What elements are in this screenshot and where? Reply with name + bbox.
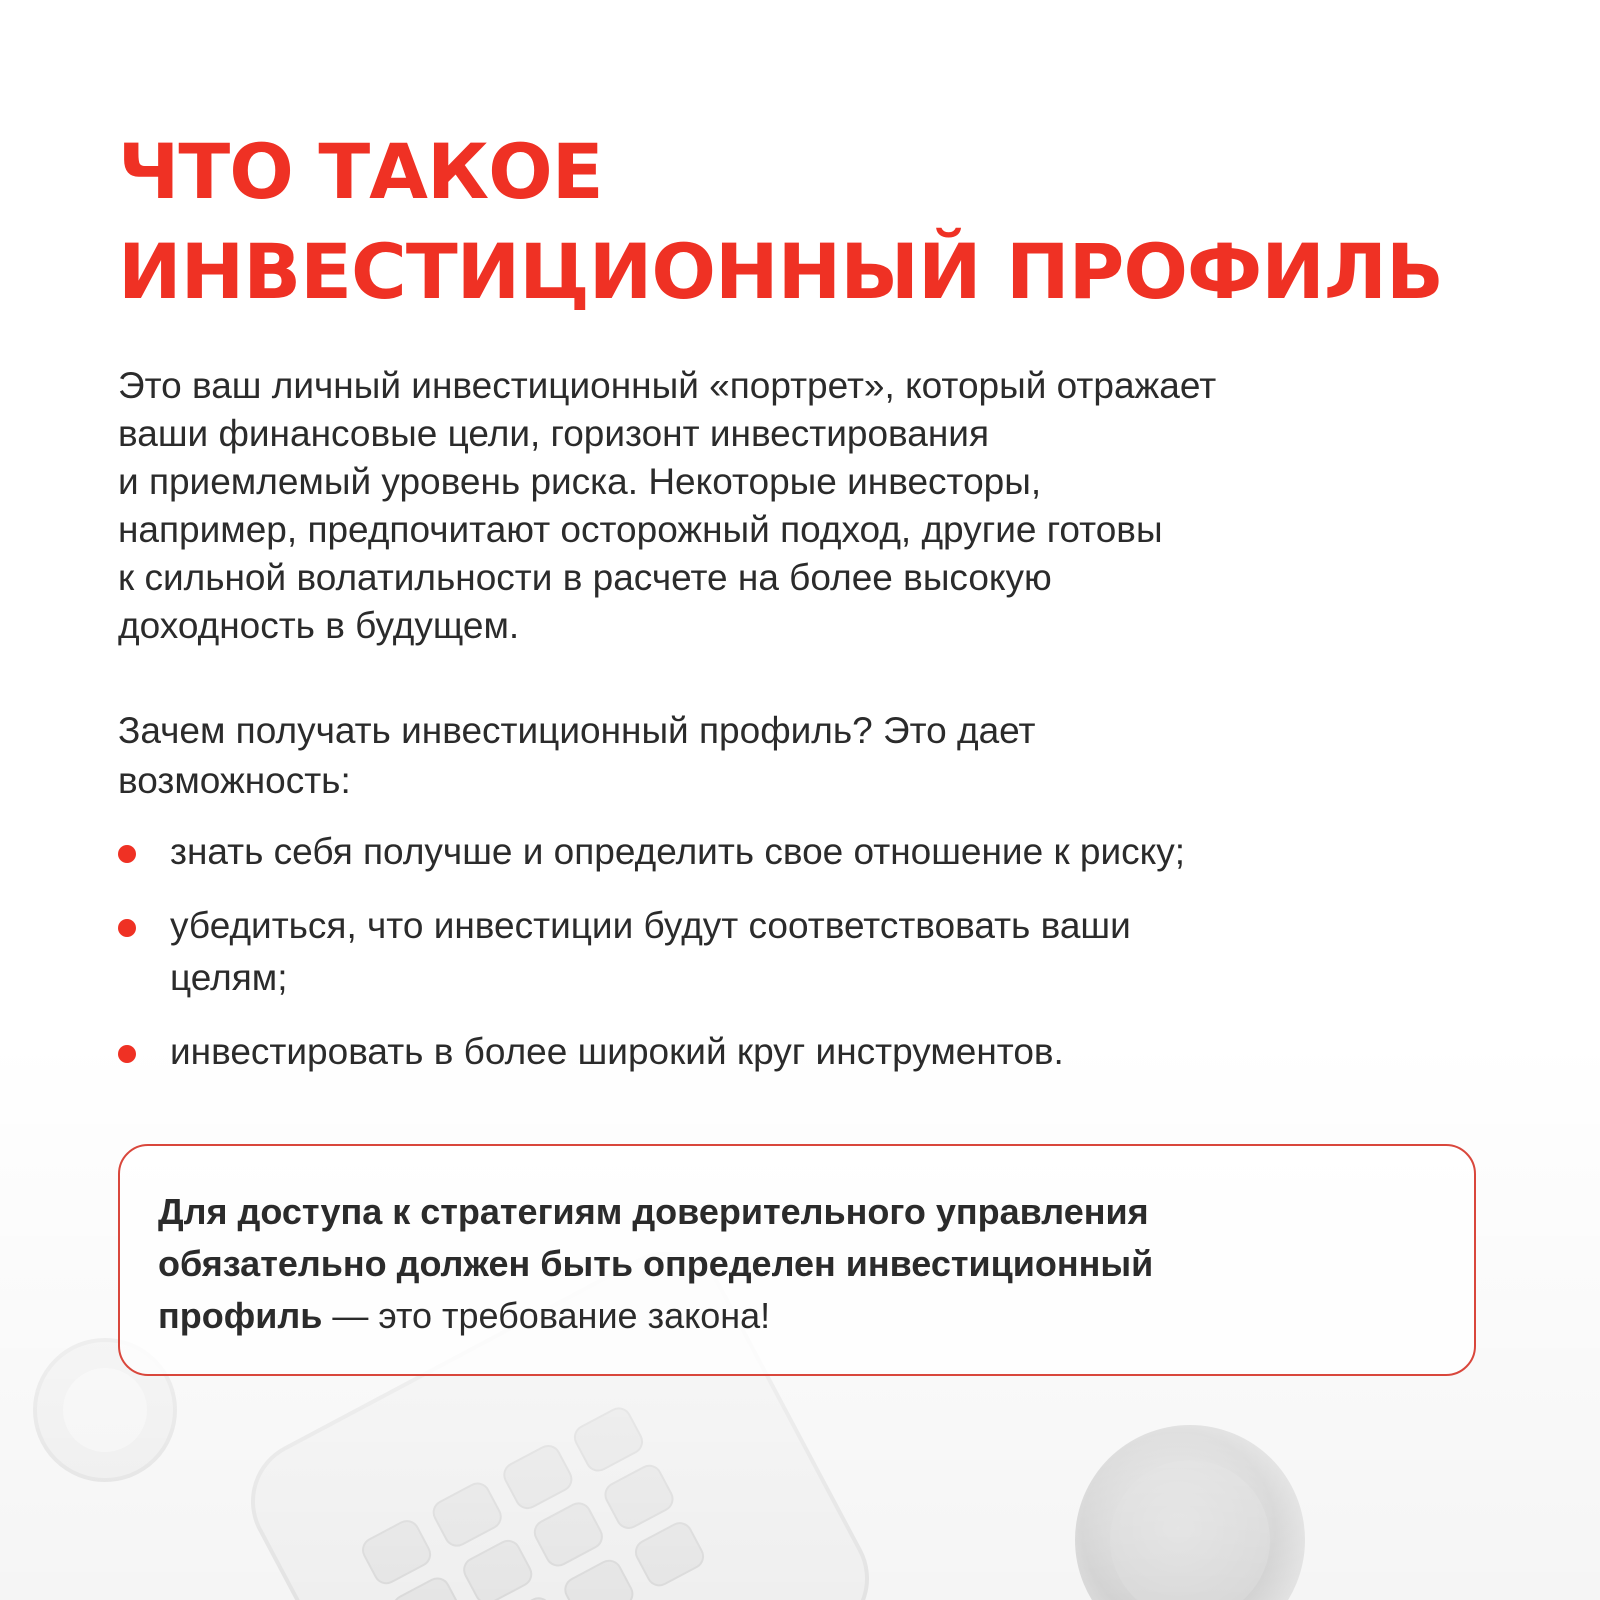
intro-line: и приемлемый уровень риска. Некоторые инвесторы, [118,461,1042,502]
why-paragraph [118,706,1478,806]
intro-line: к сильной волатильности в расчете на более высокую [118,557,1052,598]
notice-bold-line: Для доступа к стратегиям доверительного управления [158,1191,1149,1232]
title-line-1: ЧТО ТАКОЕ [118,127,603,216]
bullet-dot-icon [118,1045,136,1063]
bullet-dot-icon [118,845,136,863]
notice-bold-word: профиль [158,1295,323,1336]
page-title [118,122,1443,322]
list-item-line: инвестировать в более широкий круг инструментов. [170,1031,1064,1072]
intro-line: доходность в будущем. [118,605,520,646]
title-line-2: ИНВЕСТИЦИОННЫЙ ПРОФИЛЬ [118,227,1443,316]
list-item-text [170,900,1478,1004]
notice-regular-tail: — это требование закона! [322,1295,771,1336]
list-item-line: знать себя получше и определить свое отношение к риску; [170,831,1186,872]
intro-line: Это ваш личный инвестиционный «портрет», который отражает [118,365,1217,406]
list-item [118,900,1478,1004]
list-item-text [170,1026,1478,1078]
why-line: Зачем получать инвестиционный профиль? Это дает [118,710,1036,751]
legal-notice-box [118,1144,1476,1376]
intro-line: ваши финансовые цели, горизонт инвестирования [118,413,989,454]
list-item-line: целям; [170,957,288,998]
intro-paragraph [118,362,1478,650]
list-item-line: убедиться, что инвестиции будут соответствовать ваши [170,905,1131,946]
list-item [118,826,1478,878]
why-line: возможность: [118,760,351,801]
list-item [118,1026,1478,1078]
intro-line: например, предпочитают осторожный подход, другие готовы [118,509,1163,550]
legal-notice-text [158,1186,1436,1342]
notice-bold-line: обязательно должен быть определен инвестиционный [158,1243,1154,1284]
benefits-list [118,826,1478,1100]
list-item-text [170,826,1478,878]
bullet-dot-icon [118,919,136,937]
